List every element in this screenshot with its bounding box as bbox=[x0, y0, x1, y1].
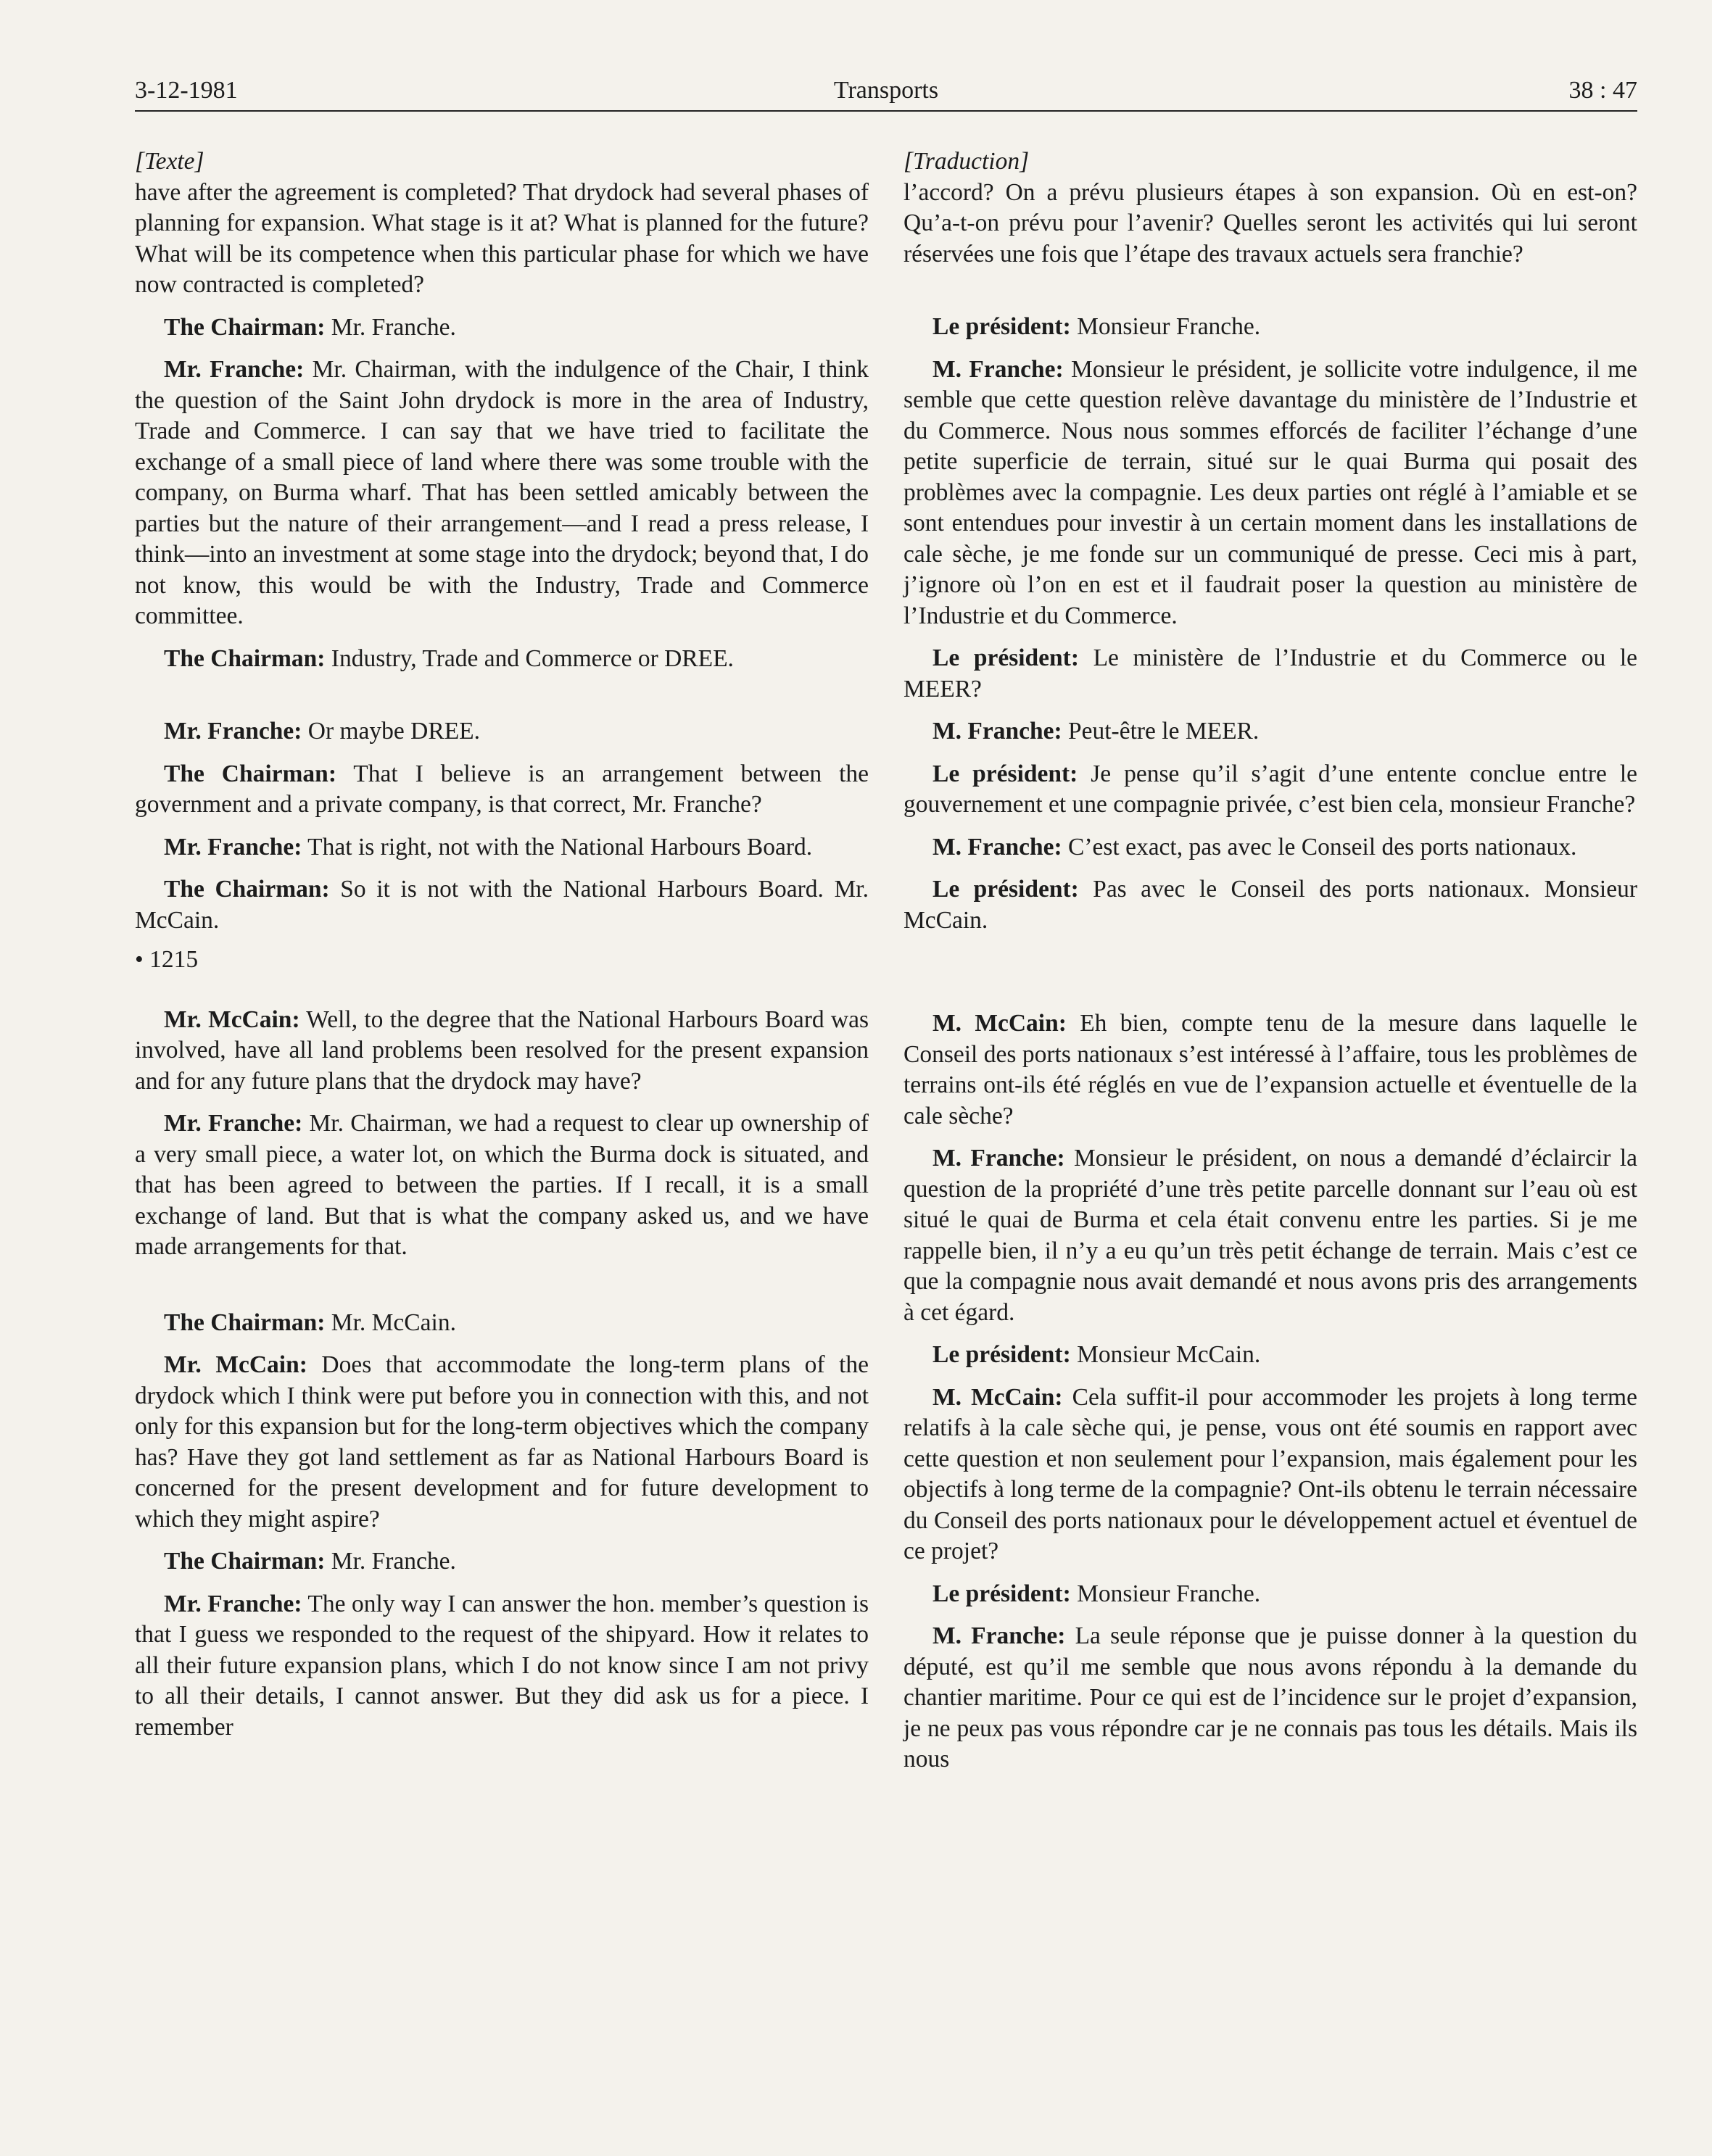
paragraph bbox=[903, 1621, 1637, 1775]
speaker: Mr. Franche: bbox=[164, 1590, 302, 1617]
speech-text: Or maybe DREE. bbox=[302, 718, 481, 745]
speech-text: Peut-être le MEER. bbox=[1062, 718, 1260, 745]
speech-text: Mr. Chairman, we had a request to clear up ownership of a very small piece, a water lot, on which the Burma dock is situated, and that has been agreed to between the parties. If I recall, it is a small exchange of land. But that is what the company asked us, and we have made arrangements for that. bbox=[135, 1110, 869, 1260]
speaker: Mr. Franche: bbox=[164, 718, 302, 745]
speech-text: C’est exact, pas avec le Conseil des ports nationaux. bbox=[1062, 833, 1577, 861]
speaker: Mr. Franche: bbox=[164, 833, 302, 861]
speaker: Le président: bbox=[932, 760, 1078, 787]
english-column bbox=[135, 146, 869, 1743]
speech-text: Mr. Franche. bbox=[325, 1548, 456, 1575]
speaker: The Chairman: bbox=[164, 1309, 326, 1336]
speech-text: La seule réponse que je puisse donner à la question du député, est qu’il me semble que nous avons répondu à la demande du chantier maritime. Pour ce qui est de l’incidence sur le projet d’expansion, je ne peux pas vous répondre car je ne connais pas tous les détails. Mais ils nous bbox=[903, 1622, 1637, 1773]
speech-text: Mr. Chairman, with the indulgence of the Chair, I think the question of the Saint John drydock is more in the area of Industry, Trade and Commerce. I can say that we have tried to facilitate the exchange of a small piece of land where there was some trouble with the company, on Burma wharf. That has been settled amicably between the parties but the nature of their arrangement—and I read a press release, I think—into an investment at some stage into the drydock; beyond that, I do not know, this would be with the Industry, Trade and Commerce committee. bbox=[135, 356, 869, 629]
speech-text: So it is not with the National Harbours Board. Mr. McCain. bbox=[135, 876, 869, 934]
paragraph bbox=[135, 759, 869, 821]
paragraph bbox=[903, 643, 1637, 705]
paragraph bbox=[903, 832, 1637, 863]
paragraph bbox=[135, 1546, 869, 1577]
speech-text: That I believe is an arrangement between the government and a private company, is that correct, Mr. Franche? bbox=[135, 760, 869, 818]
paragraph bbox=[903, 716, 1637, 747]
paragraph bbox=[135, 1108, 869, 1263]
paragraph bbox=[903, 312, 1637, 343]
speaker: The Chairman: bbox=[164, 1548, 326, 1575]
speech-text: Monsieur le président, je sollicite votre indulgence, il me semble que cette question relève davantage du ministère de l’Industrie et du Commerce. Nous nous sommes efforcés de faciliter l’échange d’une petite superficie de terrain, situé sur le quai Burma qui posait des problèmes avec la compagnie. Les deux parties ont réglé à l’amiable et se sont entendues pour investir à un certain moment dans les installations de cale sèche, je me fonde sur un communiqué de presse. Ceci mis à part, j’ignore où l’on en est et il faudrait poser la question au ministère de l’Industrie et du Commerce. bbox=[903, 355, 1637, 629]
language-tag: [Texte] bbox=[135, 148, 204, 175]
speaker: Mr. McCain: bbox=[164, 1006, 300, 1033]
speaker: M. McCain: bbox=[932, 1010, 1067, 1037]
paragraph bbox=[135, 355, 869, 632]
paragraph: l’accord? On a prévu plusieurs étapes à son expansion. Où en est-on? Qu’a-t-on prévu pour l’avenir? Quelles seront les activités qui lui seront réservées une fois que l’étape des travaux actuels sera franchie? bbox=[903, 178, 1637, 268]
paragraph bbox=[135, 716, 869, 747]
paragraph bbox=[135, 1005, 869, 1098]
speech-text: Mr. Franche. bbox=[325, 313, 456, 341]
paragraph bbox=[903, 1340, 1637, 1371]
speech-text: Cela suffit-il pour accommoder les projets à long terme relatifs à la cale sèche qui, je pense, vous ont été soumis en rapport avec cette question et non seulement pour l’expansion, mais également pour les objectifs à long terme de la compagnie? Ont-ils obtenu le terrain nécessaire du Conseil des ports nationaux pour le développement actuel et éventuel de ce projet? bbox=[903, 1383, 1637, 1564]
paragraph bbox=[135, 1350, 869, 1535]
paragraph bbox=[135, 312, 869, 344]
speech-text: Well, to the degree that the National Harbours Board was involved, have all land problems been resolved for the present expansion and for any future plans that the drydock may have? bbox=[135, 1006, 869, 1095]
paragraph bbox=[903, 759, 1637, 821]
french-column bbox=[903, 146, 1637, 1775]
paragraph bbox=[903, 1143, 1637, 1328]
page-header bbox=[135, 72, 1637, 112]
speaker: The Chairman: bbox=[164, 760, 336, 787]
header-date: 3-12-1981 bbox=[135, 77, 238, 104]
speech-text: Je pense qu’il s’agit d’une entente conclue entre le gouvernement et une compagnie privée, c’est bien cela, monsieur Franche? bbox=[903, 760, 1638, 818]
speaker: Le président: bbox=[932, 876, 1079, 903]
speech-text: Mr. McCain. bbox=[325, 1309, 456, 1336]
speaker: M. Franche: bbox=[932, 1622, 1066, 1649]
speech-text: That is right, not with the National Harbours Board. bbox=[302, 833, 813, 861]
speech-text: Eh bien, compte tenu de la mesure dans laquelle le Conseil des ports nationaux s’est intéressé à l’affaire, tous les problèmes de terrains ont-ils été réglés en vue de l’expansion actuelle et éventuelle de la cale sèche? bbox=[903, 1010, 1637, 1129]
speaker: Mr. Franche: bbox=[164, 1110, 303, 1137]
speaker: Mr. McCain: bbox=[164, 1351, 307, 1378]
speaker: M. McCain: bbox=[932, 1383, 1063, 1411]
speaker: M. Franche: bbox=[932, 718, 1062, 745]
time-marker: • 1215 bbox=[135, 946, 199, 973]
paragraph bbox=[135, 644, 869, 675]
speech-text: Pas avec le Conseil des ports nationaux. Monsieur McCain. bbox=[903, 876, 1637, 934]
paragraph bbox=[903, 1008, 1637, 1132]
speaker: Mr. Franche: bbox=[164, 356, 305, 383]
speech-text: Industry, Trade and Commerce or DREE. bbox=[325, 644, 734, 672]
speaker: The Chairman: bbox=[164, 876, 330, 903]
speaker: Le président: bbox=[932, 644, 1079, 671]
paragraph bbox=[135, 1589, 869, 1744]
speaker: Le président: bbox=[932, 1580, 1071, 1607]
speech-text: Does that accommodate the long-term plans of the drydock which I think were put before you in connection with this, and not only for this expansion but for the long-term objectives which the company has? Have they got land settlement as far as National Harbours Board is concerned for the present development and for future development to which they might aspire? bbox=[135, 1351, 869, 1533]
speaker: M. Franche: bbox=[932, 355, 1064, 383]
paragraph bbox=[903, 874, 1637, 936]
speech-text: Monsieur McCain. bbox=[1070, 1341, 1261, 1368]
language-tag: [Traduction] bbox=[903, 148, 1030, 175]
speech-text: Monsieur Franche. bbox=[1070, 313, 1261, 340]
header-title: Transports bbox=[833, 77, 939, 104]
paragraph bbox=[903, 355, 1637, 632]
speaker: The Chairman: bbox=[164, 313, 326, 341]
paragraph: have after the agreement is completed? That drydock had several phases of planning for expansion. What stage is it at? What is planned for the future? What will be its competence when this particular phase for which we have now contracted is completed? bbox=[135, 178, 869, 298]
paragraph bbox=[903, 1382, 1637, 1567]
speaker: The Chairman: bbox=[164, 644, 326, 672]
header-page-number: 38 : 47 bbox=[1568, 77, 1637, 104]
speaker: Le président: bbox=[932, 1341, 1071, 1368]
speech-text: Monsieur le président, on nous a demandé d’éclaircir la question de la propriété d’une très petite parcelle donnant sur l’eau où est situé le quai de Burma et cela était convenu entre les parties. Si je me rappelle bien, il n’y a eu qu’un très petit échange de terrain. Mais c’est ce que la compagnie nous avait demandé et nous avons pris des arrangements à cet égard. bbox=[903, 1145, 1637, 1326]
speaker: M. Franche: bbox=[932, 1145, 1065, 1172]
paragraph bbox=[135, 874, 869, 936]
paragraph bbox=[135, 1308, 869, 1339]
speech-text: Le ministère de l’Industrie et du Commerce ou le MEER? bbox=[903, 644, 1637, 702]
paragraph bbox=[135, 832, 869, 863]
speech-text: The only way I can answer the hon. member’s question is that I guess we responded to the request of the shipyard. How it relates to all their future expansion plans, which I do not know since I am not privy to all their details, I cannot answer. But they did ask us for a piece. I remember bbox=[135, 1590, 869, 1741]
paragraph bbox=[903, 1579, 1637, 1610]
speaker: Le président: bbox=[932, 313, 1071, 340]
speaker: M. Franche: bbox=[932, 833, 1062, 861]
speech-text: Monsieur Franche. bbox=[1070, 1580, 1261, 1607]
